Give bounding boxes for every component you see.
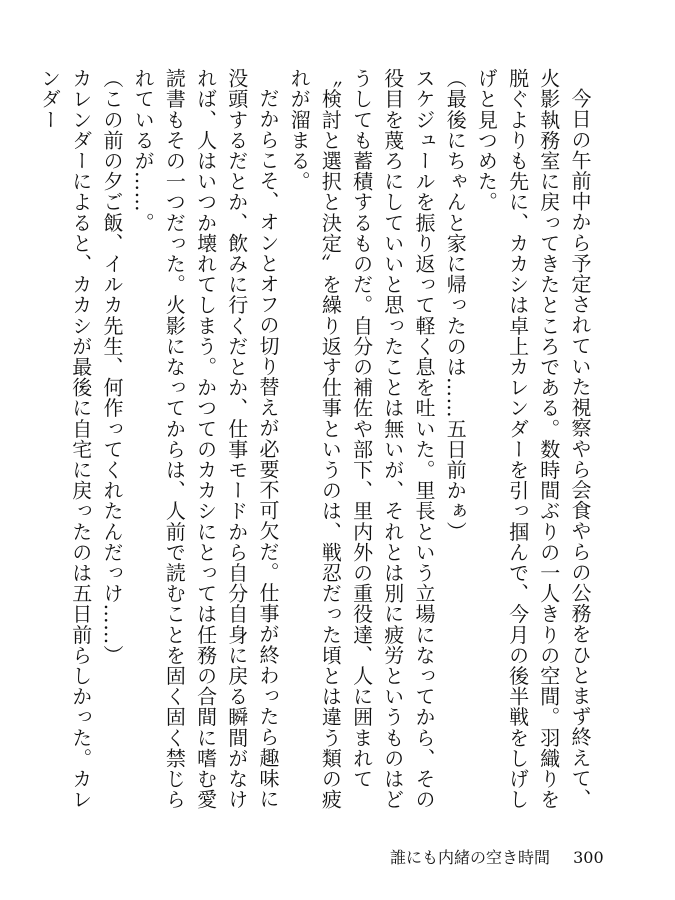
page-number: 300 bbox=[573, 848, 604, 867]
paragraph-6: カレンダーによると、カカシが最後に自宅に戻ったのは五日前らしかった。カレンダー bbox=[37, 68, 93, 810]
paragraph-2: （最後にちゃんと家に帰ったのは……五日前かぁ） bbox=[443, 68, 468, 542]
paragraph-5: （この前の夕ご飯、イルカ先生、何作ってくれたんだっけ……） bbox=[99, 68, 124, 666]
paragraph-1: 今日の午前中から予定されていた視察やら会食やらの公務をひとまず終えて、火影執務室に戻ってきたところである。数時間ぶりの一人きりの空間。羽織りを脱ぐよりも先に、カカシは卓上カレンダーを引っ掴んで、今月の後半戦をしげしげと見つめた。 bbox=[474, 68, 592, 810]
paragraph-3: スケジュールを振り返って軽く息を吐いた。里長という立場になってから、その役目を蔑ろにしていいと思ったことは無いが、それとは別に疲労というものはどうしても蓄積するものだ。自分の補佐や部下、里内外の重役達、人に囲まれて〝検討と選択と決定〟を繰り返す仕事というのは、戦忍だった頃とは違う類の疲れが溜まる。 bbox=[287, 68, 436, 810]
running-title: 誰にも内緒の空き時間 bbox=[390, 848, 551, 867]
vertical-text-body bbox=[35, 68, 595, 828]
paragraph-4: だからこそ、オンとオフの切り替えが必要不可欠だ。仕事が終わったら趣味に没頭するだとか、飲みに行くだとか、仕事モードから自分自身に戻る瞬間がなければ、人はいつか壊れてしまう。かつてのカカシにとっては任務の合間に嗜む愛読書もその一つだった。火影になってからは、人前で読むことを固く固く禁じられているが……。 bbox=[131, 68, 280, 810]
page-footer bbox=[390, 845, 604, 868]
